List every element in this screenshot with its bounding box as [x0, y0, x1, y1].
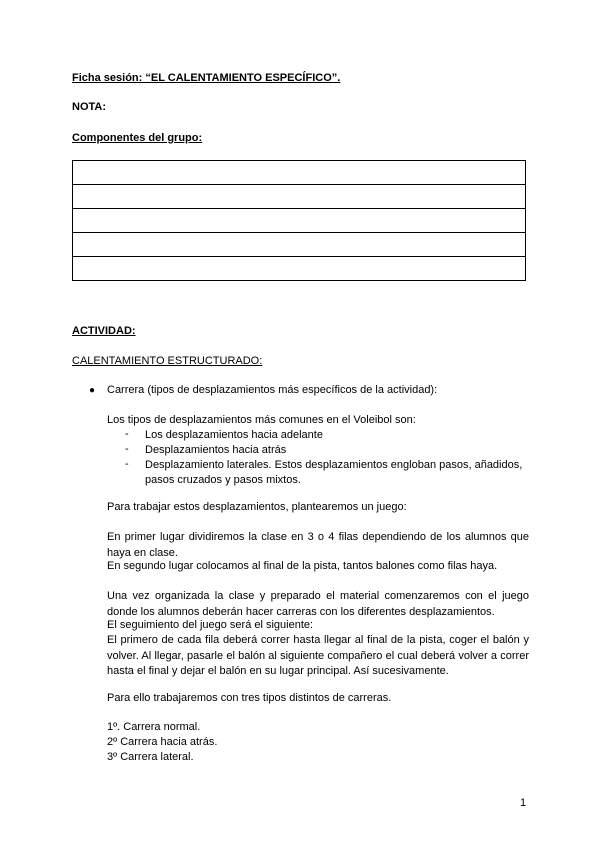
calentamiento-heading: CALENTAMIENTO ESTRUCTURADO: [72, 355, 263, 367]
group-members-table [72, 160, 526, 281]
list-item: Los desplazamientos hacia adelante [145, 429, 323, 441]
bullet-icon: ● [89, 385, 96, 396]
primer-lugar-paragraph: En primer lugar dividiremos la clase en 3 o 4 filas dependiendo de los alumnos que haya en clase. [107, 531, 529, 559]
una-vez-paragraph: Una vez organizada la clase y preparado el material comenzaremos con el juego donde los alumnos deberán hacer carreras con los diferentes desplazamientos. [107, 590, 529, 618]
list-item: Desplazamiento laterales. Estos desplazamientos engloban pasos, añadidos, pasos cruzados y pasos mixtos. [145, 459, 523, 486]
segundo-lugar-text: En segundo lugar colocamos al final de la pista, tantos balones como filas haya. [107, 560, 498, 572]
member-cell [73, 185, 526, 209]
carrera-item: 1º. Carrera normal. [107, 721, 201, 733]
page-number: 1 [520, 797, 527, 809]
member-cell [73, 257, 526, 281]
para-trabajar-text: Para trabajar estos desplazamientos, plantearemos un juego: [107, 501, 407, 513]
actividad-heading: ACTIVIDAD: [72, 325, 136, 337]
carrera-item: 3º Carrera lateral. [107, 751, 194, 763]
member-cell [73, 209, 526, 233]
carrera-bullet-text: Carrera (tipos de desplazamientos más específicos de la actividad): [107, 384, 438, 396]
tipos-intro: Los tipos de desplazamientos más comunes en el Voleibol son: [107, 414, 416, 426]
nota-label: NOTA: [72, 101, 107, 113]
member-cell [73, 161, 526, 185]
list-item: Desplazamientos hacia atrás [145, 444, 287, 456]
dash-icon: - [125, 443, 129, 455]
dash-icon: - [125, 458, 129, 470]
document-title: Ficha sesión: “EL CALENTAMIENTO ESPECÍFICO”. [72, 72, 341, 84]
para-ello-text: Para ello trabajaremos con tres tipos distintos de carreras. [107, 692, 392, 704]
seguimiento-text: El seguimiento del juego será el siguiente: [107, 619, 314, 631]
primero-paragraph: El primero de cada fila deberá correr hasta llegar al final de la pista, coger el balón y volver. Al llegar, pasarle el balón al siguiente compañero el cual deberá volver a correr hasta el final y dejar el balón en su lugar principal. Así sucesivamente. [107, 634, 529, 677]
table-row [73, 185, 526, 209]
table-row [73, 257, 526, 281]
componentes-heading: Componentes del grupo: [72, 132, 203, 144]
table-row [73, 209, 526, 233]
table-row [73, 161, 526, 185]
carrera-item: 2º Carrera hacia atrás. [107, 736, 218, 748]
member-cell [73, 233, 526, 257]
table-row [73, 233, 526, 257]
dash-icon: - [125, 428, 129, 440]
